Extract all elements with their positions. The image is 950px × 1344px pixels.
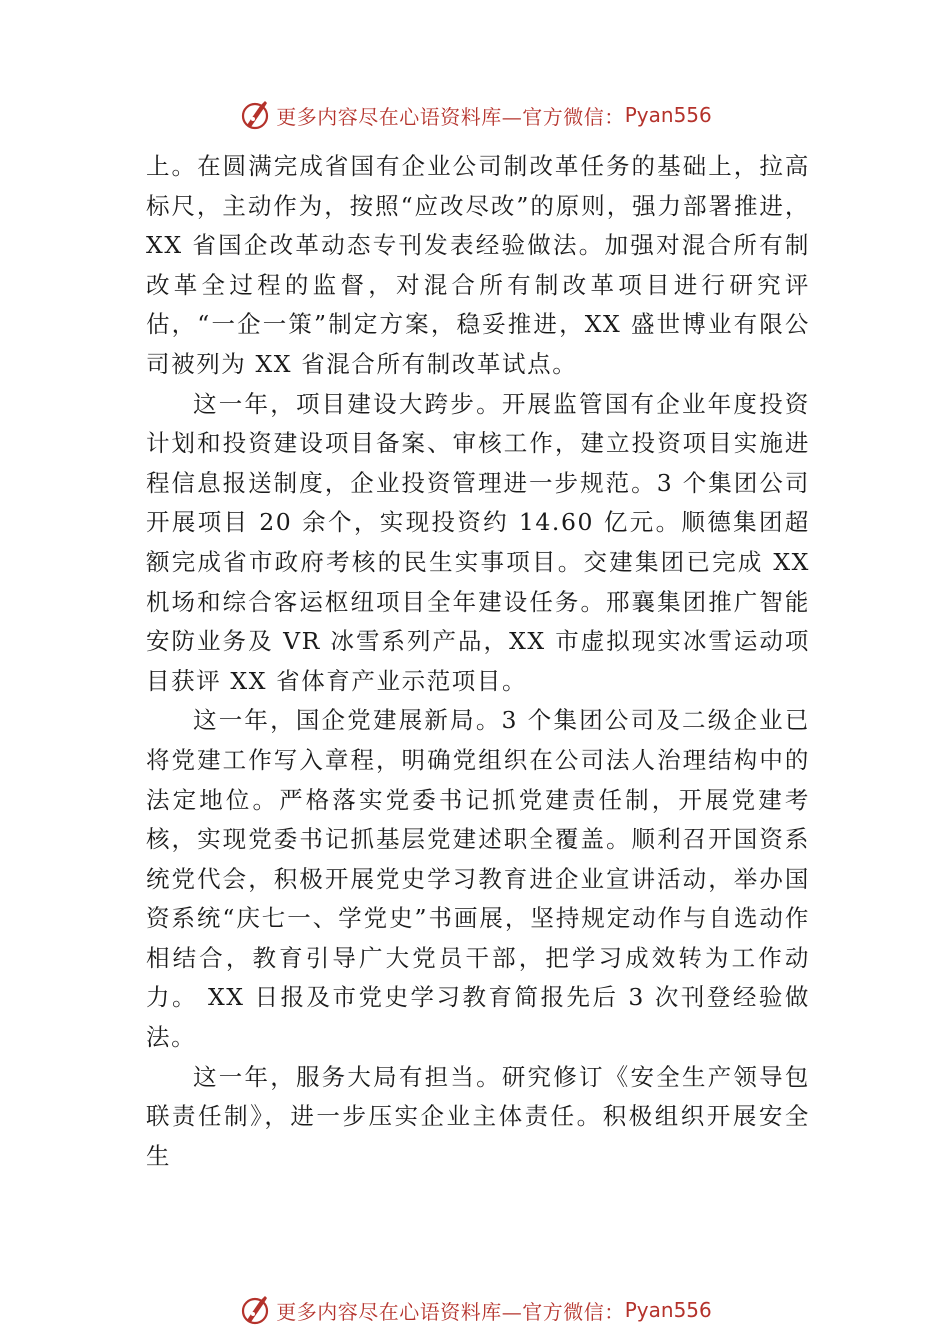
document-body [146, 147, 810, 1176]
watermark-account: Pyan556 [624, 1298, 712, 1322]
footer-watermark [0, 1290, 950, 1330]
watermark-account: Pyan556 [624, 103, 712, 127]
quill-pen-circle-icon [238, 98, 272, 132]
header-watermark [0, 95, 950, 135]
watermark-text: 更多内容尽在心语资料库—官方微信： [276, 104, 625, 129]
paragraph-2: 这一年，项目建设大跨步。开展监管国有企业年度投资计划和投资建设项目备案、审核工作，建立投资项目实施进程信息报送制度，企业投资管理进一步规范。3 个集团公司开展项目 20 余个，实现投资约 14.60 亿元。顺德集团超额完成省市政府考核的民生实事项目。交建集团已完成 XX 机场和综合客运枢纽项目全年建设任务。邢襄集团推广智能安防业务及 VR 冰雪系列产品，XX 市虚拟现实冰雪运动项目获评 XX 省体育产业示范项目。 [146, 389, 810, 695]
quill-pen-circle-icon [238, 1293, 272, 1327]
paragraph-1: 上。在圆满完成省国有企业公司制改革任务的基础上，拉高标尺，主动作为，按照“应改尽改”的原则，强力部署推进，XX 省国企改革动态专刊发表经验做法。加强对混合所有制改革全过程的监督，对混合所有制改革项目进行研究评估，“一企一策”制定方案，稳妥推进，XX 盛世博业有限公司被列为 XX 省混合所有制改革试点。 [146, 152, 810, 378]
paragraph-3: 这一年，国企党建展新局。3 个集团公司及二级企业已将党建工作写入章程，明确党组织在公司法人治理结构中的法定地位。严格落实党委书记抓党建责任制，开展党建考核，实现党委书记抓基层党建述职全覆盖。顺利召开国资系统党代会，积极开展党史学习教育进企业宣讲活动，举办国资系统“庆七一、学党史”书画展，坚持规定动作与自选动作相结合，教育引导广大党员干部，把学习成效转为工作动力。 XX 日报及市党史学习教育简报先后 3 次刊登经验做法。 [146, 706, 810, 1052]
paragraph-4: 这一年，服务大局有担当。研究修订《安全生产领导包联责任制》，进一步压实企业主体责任。积极组织开展安全生 [146, 1062, 810, 1170]
watermark-text: 更多内容尽在心语资料库—官方微信： [276, 1299, 625, 1324]
